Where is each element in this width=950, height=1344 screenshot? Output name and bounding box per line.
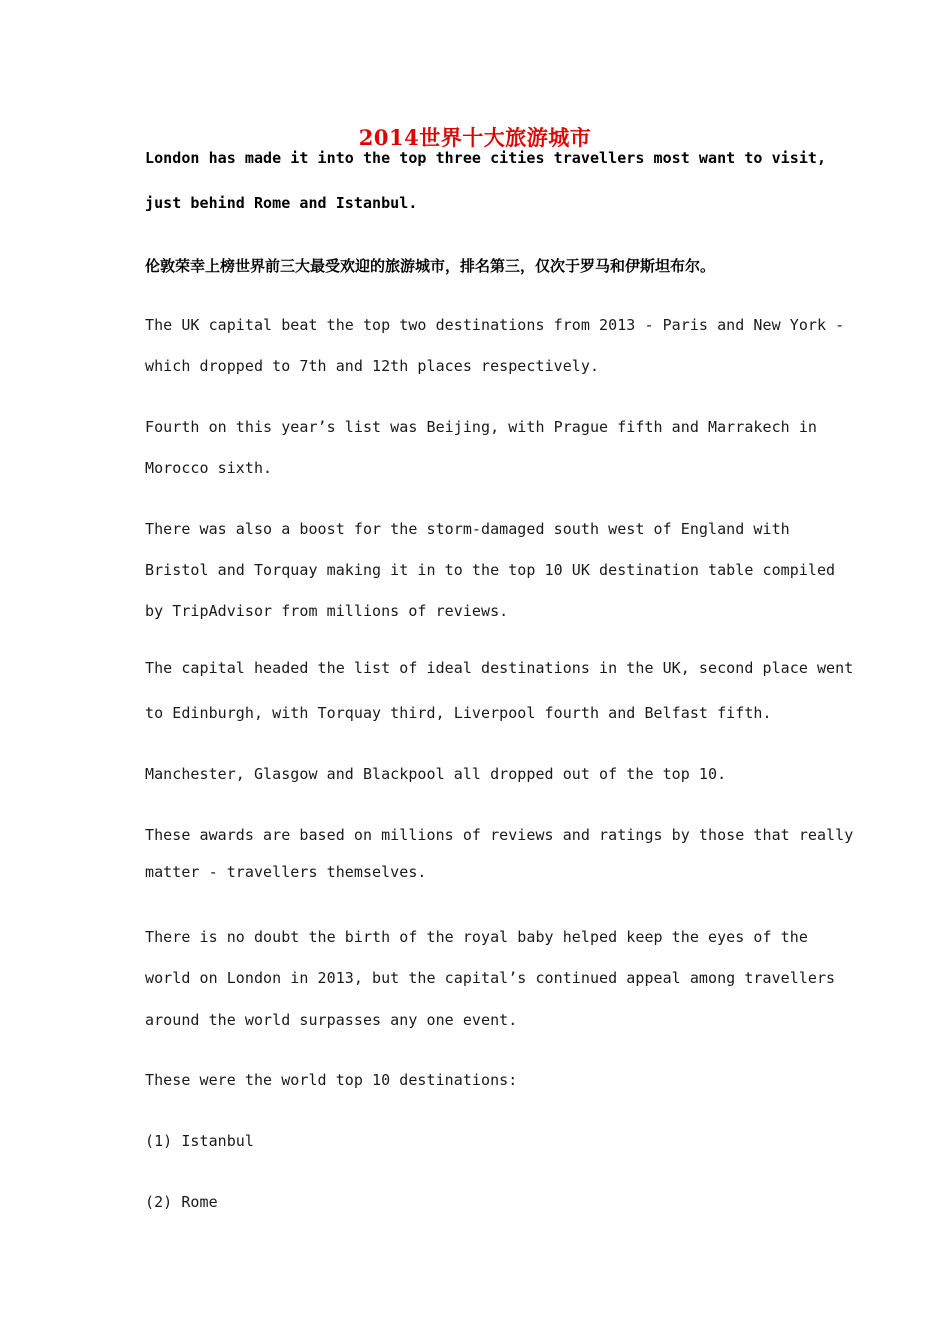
paragraph-4-line-2: to Edinburgh, with Torquay third, Liverpool fourth and Belfast fifth. — [145, 704, 772, 722]
paragraph-1-line-2: which dropped to 7th and 12th places respectively. — [145, 357, 600, 375]
paragraph-7-line-3: around the world surpasses any one event. — [145, 1011, 518, 1029]
paragraph-3-line-1: There was also a boost for the storm-damaged south west of England with — [145, 520, 790, 538]
paragraph-7-line-2: world on London in 2013, but the capital’s continued appeal among travellers — [145, 969, 836, 987]
list-item-1: (1) Istanbul — [145, 1132, 254, 1150]
paragraph-2-line-2: Morocco sixth. — [145, 459, 273, 477]
paragraph-2-line-1: Fourth on this year’s list was Beijing, with Prague fifth and Marrakech in — [145, 418, 817, 436]
list-item-2: (2) Rome — [145, 1193, 218, 1211]
paragraph-1-line-1: The UK capital beat the top two destinations from 2013 - Paris and New York - — [145, 316, 845, 334]
intro-en-line-2: just behind Rome and Istanbul. — [145, 194, 418, 212]
paragraph-7-line-1: There is no doubt the birth of the royal baby helped keep the eyes of the — [145, 928, 808, 946]
paragraph-3-line-2: Bristol and Torquay making it in to the top 10 UK destination table compiled — [145, 561, 836, 579]
intro-cn: 伦敦荣幸上榜世界前三大最受欢迎的旅游城市，排名第三，仅次于罗马和伊斯坦布尔。 — [145, 257, 716, 275]
paragraph-4-line-1: The capital headed the list of ideal destinations in the UK, second place went — [145, 659, 854, 677]
paragraph-3-line-3: by TripAdvisor from millions of reviews. — [145, 602, 509, 620]
intro-en-line-1: London has made it into the top three cities travellers most want to visit, — [145, 149, 827, 167]
paragraph-5-line-1: Manchester, Glasgow and Blackpool all dropped out of the top 10. — [145, 765, 727, 783]
paragraph-6-line-2: matter - travellers themselves. — [145, 863, 427, 881]
document-title: 2014世界十大旅游城市 — [358, 125, 592, 150]
paragraph-8-line-1: These were the world top 10 destinations: — [145, 1071, 518, 1089]
paragraph-6-line-1: These awards are based on millions of reviews and ratings by those that really — [145, 826, 854, 844]
